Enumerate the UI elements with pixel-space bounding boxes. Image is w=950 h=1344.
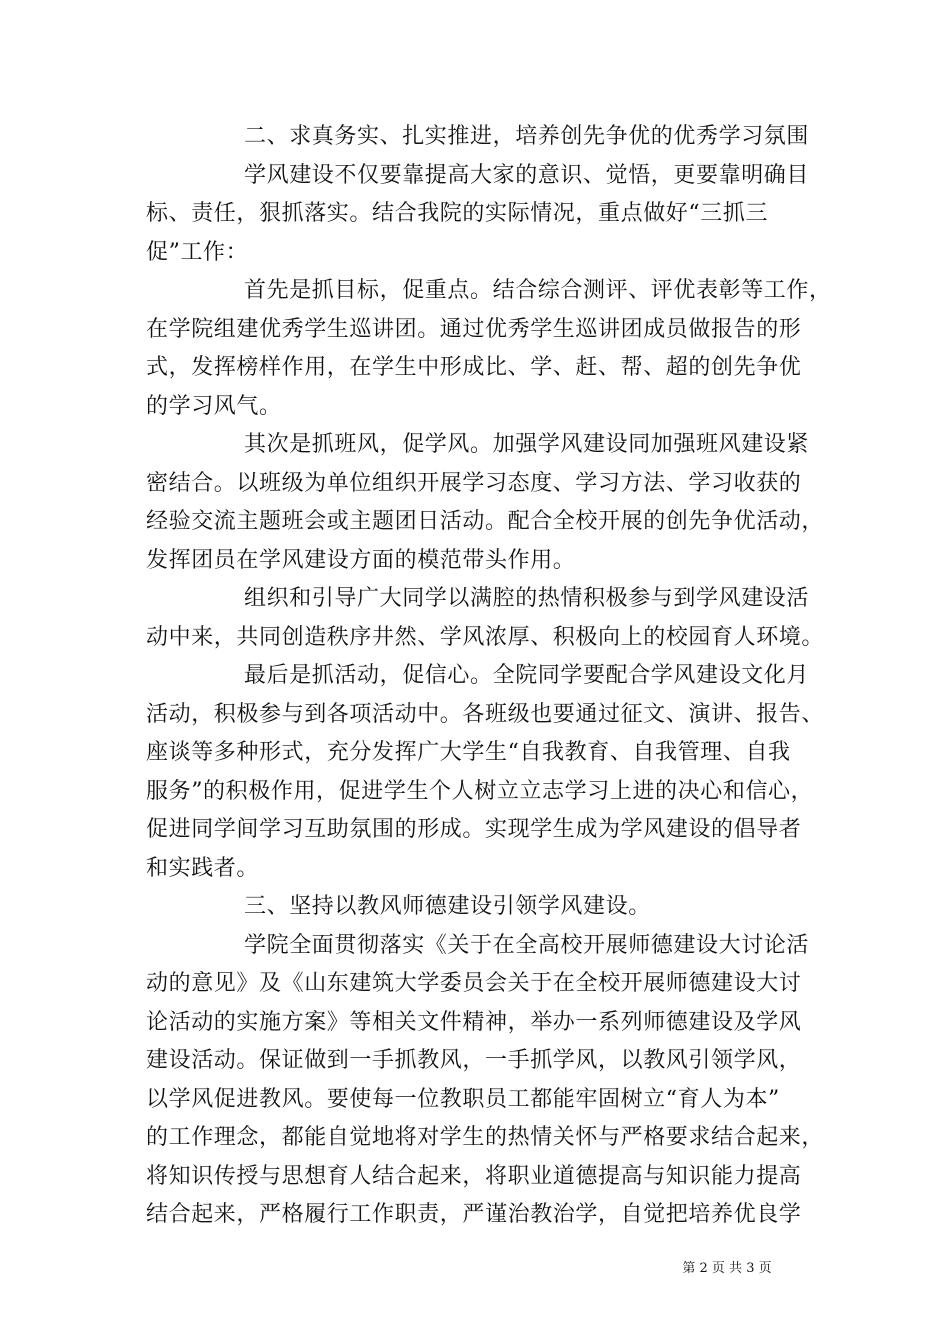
paragraph-line: 式，发挥榜样作用，在学生中形成比、学、赶、帮、超的创先争优 — [146, 355, 802, 380]
paragraph-line: 以学风促进教风。要使每一位教职员工都能牢固树立“育人为本” — [146, 1086, 780, 1112]
paragraph-line: 论活动的实施方案》等相关文件精神，举办一系列师德建设及学风 — [146, 1009, 802, 1035]
paragraph-line: 座谈等多种形式，充分发挥广大学生“自我教育、自我管理、自我 — [146, 740, 791, 765]
paragraph-line: 结合起来，严格履行工作职责，严谨治教治学，自觉把培养优良学 — [146, 1202, 802, 1227]
paragraph-line: 活动，积极参与到各项活动中。各班级也要通过征文、演讲、报告、 — [146, 701, 825, 727]
paragraph-line: 促进同学间学习互助氛围的形成。实现学生成为学风建设的倡导者 — [146, 817, 802, 842]
paragraph-line: 和实践者。 — [146, 855, 260, 881]
paragraph-line: 其次是抓班风，促学风。加强学风建设同加强班风建设紧 — [244, 432, 810, 457]
paragraph-line: 动的意见》及《山东建筑大学委员会关于在全校开展师德建设大讨 — [146, 971, 802, 996]
paragraph-line: 动中来，共同创造秩序井然、学风浓厚、积极向上的校园育人环境。 — [146, 624, 825, 650]
paragraph-line: 经验交流主题班会或主题团日活动。配合全校开展的创先争优活动， — [146, 509, 825, 534]
paragraph-line: 学院全面贯彻落实《关于在全高校开展师德建设大讨论活 — [244, 932, 810, 958]
paragraph-line: 在学院组建优秀学生巡讲团。通过优秀学生巡讲团成员做报告的形 — [146, 316, 802, 342]
paragraph-line: 首先是抓目标，促重点。结合综合测评、评优表彰等工作， — [244, 278, 832, 303]
paragraph-line: 发挥团员在学风建设方面的模范带头作用。 — [146, 547, 576, 573]
paragraph-line: 标、责任，狠抓落实。结合我院的实际情况，重点做好“三抓三 — [146, 201, 769, 226]
paragraph-line: 建设活动。保证做到一手抓教风，一手抓学风，以教风引领学风， — [146, 1048, 802, 1073]
paragraph-line: 的工作理念，都能自觉地将对学生的热情关怀与严格要求结合起来， — [146, 1125, 825, 1150]
paragraph-line: 学风建设不仅要靠提高大家的意识、觉悟，更要靠明确目 — [244, 162, 810, 188]
section-heading-2: 二、求真务实、扎实推进，培养创先争优的优秀学习氛围 — [244, 124, 810, 149]
page-footer — [0, 1260, 950, 1278]
paragraph-line: 最后是抓活动，促信心。全院同学要配合学风建设文化月 — [244, 663, 810, 688]
paragraph-line: 将知识传授与思想育人结合起来，将职业道德提高与知识能力提高 — [146, 1163, 802, 1189]
paragraph-line: 服务”的积极作用，促进学生个人树立立志学习上进的决心和信心， — [146, 778, 814, 804]
paragraph-line: 密结合。以班级为单位组织开展学习态度、学习方法、学习收获的 — [146, 470, 802, 496]
document-body — [146, 118, 832, 1235]
paragraph-line: 组织和引导广大同学以满腔的热情积极参与到学风建设活 — [244, 586, 810, 611]
page-number: 第 2 页 共 3 页 — [682, 1261, 772, 1276]
paragraph-line: 促”工作： — [146, 239, 249, 265]
section-heading-3: 三、坚持以教风师德建设引领学风建设。 — [244, 894, 651, 919]
paragraph-line: 的学习风气。 — [146, 393, 282, 419]
